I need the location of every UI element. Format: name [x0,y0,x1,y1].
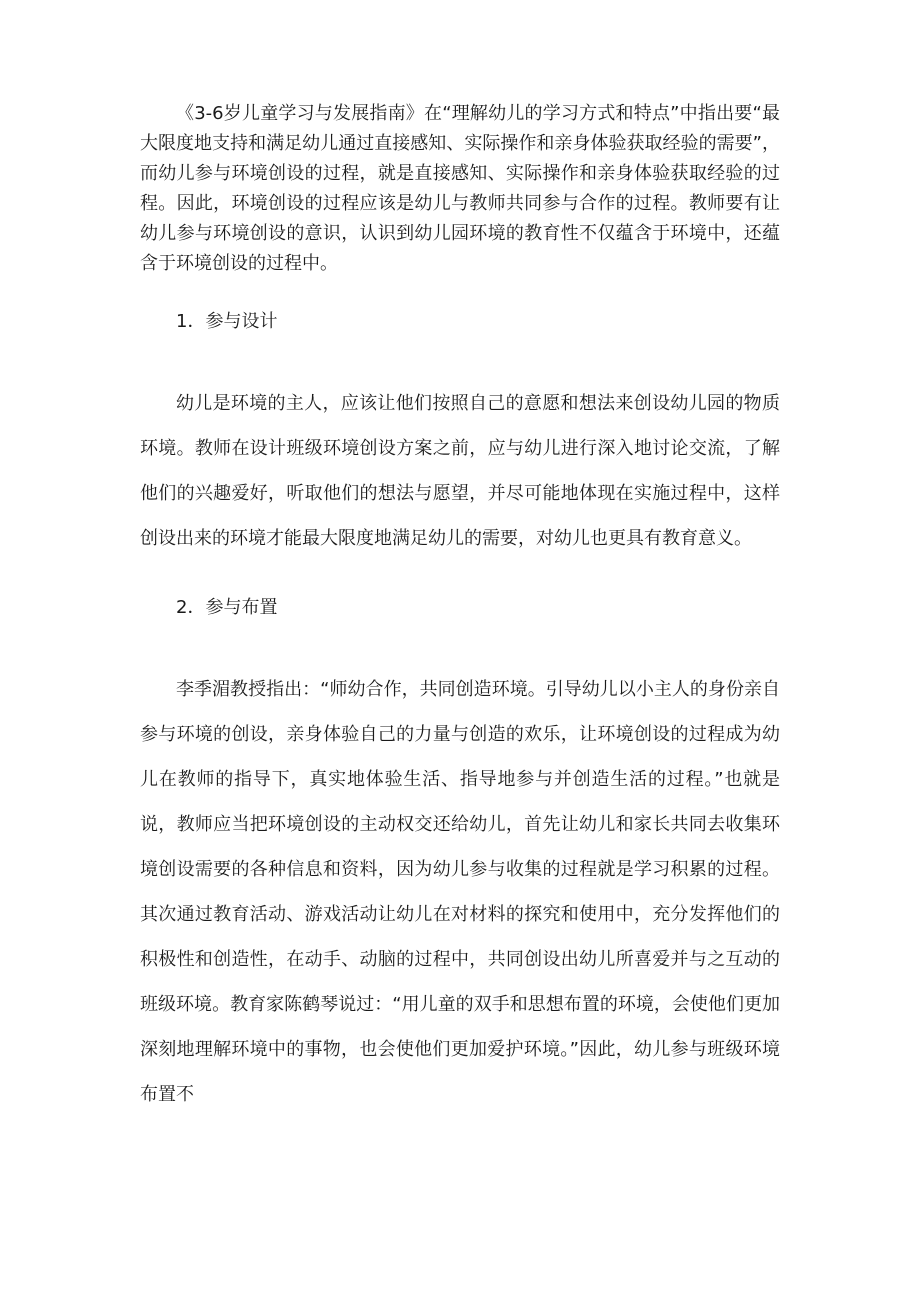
section-2-paragraph: 李季湄教授指出：“师幼合作，共同创造环境。引导幼儿以小主人的身份亲自参与环境的创设，亲身体验自己的力量与创造的欢乐，让环境创设的过程成为幼儿在教师的指导下，真实地体验生活、指导地参与并创造生活的过程。”也就是说，教师应当把环境创设的主动权交还给幼儿，首先让幼儿和家长共同去收集环境创设需要的各种信息和资料，因为幼儿参与收集的过程就是学习积累的过程。其次通过教育活动、游戏活动让幼儿在对材料的探究和使用中，充分发挥他们的积极性和创造性，在动手、动脑的过程中，共同创设出幼儿所喜爱并与之互动的班级环境。教育家陈鹤琴说过：“用儿童的双手和思想布置的环境，会使他们更加深刻地理解环境中的事物，也会使他们更加爱护环境。”因此，幼儿参与班级环境布置不 [140,679,780,1105]
section-1-paragraph: 幼儿是环境的主人，应该让他们按照自己的意愿和想法来创设幼儿园的物质环境。教师在设计班级环境创设方案之前，应与幼儿进行深入地讨论交流，了解他们的兴趣爱好，听取他们的想法与愿望，并尽可能地体现在实施过程中，这样创设出来的环境才能最大限度地满足幼儿的需要，对幼儿也更具有教育意义。 [140,393,780,549]
intro-paragraph: 《3-6岁儿童学习与发展指南》在“理解幼儿的学习方式和特点”中指出要“最大限度地支持和满足幼儿通过直接感知、实际操作和亲身体验获取经验的需要”，而幼儿参与环境创设的过程，就是直接感知、实际操作和亲身体验获取经验的过程。因此，环境创设的过程应该是幼儿与教师共同参与合作的过程。教师要有让幼儿参与环境创设的意识，认识到幼儿园环境的教育性不仅蕴含于环境中，还蕴含于环境创设的过程中。 [140,103,780,274]
section-heading-1: 1．参与设计 [176,311,278,332]
section-heading-2: 2．参与布置 [176,597,278,618]
document-body [140,99,780,1117]
